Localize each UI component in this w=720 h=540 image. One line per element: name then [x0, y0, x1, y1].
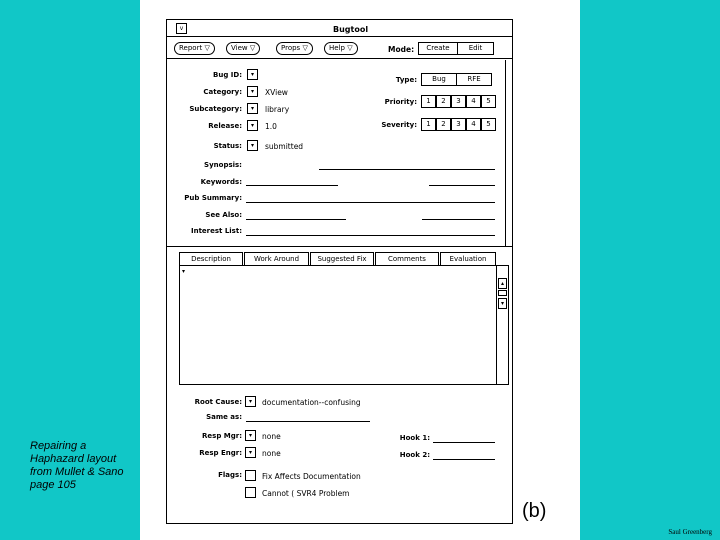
bug-id-menu[interactable]: ▾ [247, 69, 258, 80]
resp-engr-value: none [262, 449, 281, 458]
window-title: Bugtool [333, 25, 369, 34]
view-menu-button[interactable] [226, 42, 260, 55]
toolbar-divider [167, 58, 512, 59]
flag-fix-affects-docs-label: Fix Affects Documentation [262, 472, 361, 481]
flag-fix-affects-docs-checkbox[interactable] [245, 470, 256, 481]
bugtool-window [166, 19, 513, 524]
tab-comments[interactable]: Comments [375, 252, 439, 265]
help-menu-button[interactable] [324, 42, 358, 55]
category-label: Category: [203, 88, 242, 96]
pub-summary-field[interactable] [246, 202, 495, 203]
chevron-down-icon: ▽ [249, 44, 256, 52]
status-menu[interactable]: ▾ [247, 140, 258, 151]
report-label: Report [179, 44, 203, 52]
root-cause-value: documentation--confusing [262, 398, 361, 407]
chevron-down-icon: ▽ [347, 44, 353, 52]
priority-1-button[interactable]: 1 [421, 95, 436, 108]
bug-id-label: Bug ID: [213, 71, 242, 79]
interest-list-label: Interest List: [190, 227, 242, 235]
description-textarea[interactable] [179, 265, 509, 385]
resp-mgr-label: Resp Mgr: [202, 432, 242, 440]
flag-svr4-label: Cannot ( SVR4 Problem [262, 489, 350, 498]
figure-label: (b) [522, 500, 547, 522]
flag-svr4-checkbox[interactable] [245, 487, 256, 498]
upper-pane-divider [167, 246, 512, 247]
props-menu-button[interactable] [276, 42, 313, 55]
title-divider [167, 36, 512, 37]
type-label: Type: [395, 76, 417, 84]
tab-work-around[interactable]: Work Around [244, 252, 309, 265]
interest-list-field[interactable] [246, 235, 495, 236]
subcategory-menu[interactable]: ▾ [247, 103, 258, 114]
release-menu[interactable]: ▾ [247, 120, 258, 131]
status-value: submitted [265, 142, 304, 151]
resp-engr-label: Resp Engr: [199, 449, 242, 457]
tab-description[interactable]: Description [179, 252, 243, 266]
keywords-field-extra[interactable] [429, 185, 495, 186]
tab-evaluation[interactable]: Evaluation [440, 252, 496, 265]
root-cause-menu[interactable]: ▾ [245, 396, 256, 407]
root-cause-label: Root Cause: [194, 398, 242, 406]
hook1-field[interactable] [433, 442, 495, 443]
priority-3-button[interactable]: 3 [451, 95, 466, 108]
flags-label: Flags: [218, 471, 242, 479]
status-label: Status: [213, 142, 242, 150]
resp-engr-menu[interactable]: ▾ [245, 447, 256, 458]
synopsis-field[interactable] [319, 169, 495, 170]
subcategory-label: Subcategory: [189, 105, 242, 113]
see-also-field[interactable] [246, 219, 346, 220]
text-caret-icon: ▾ [182, 268, 186, 275]
see-also-field-extra[interactable] [422, 219, 495, 220]
window-menu-button[interactable] [176, 23, 187, 34]
same-as-label: Same as: [206, 413, 242, 421]
synopsis-label: Synopsis: [204, 161, 242, 169]
scroll-up-button[interactable]: ▴ [498, 278, 507, 289]
type-rfe-button[interactable]: RFE [456, 73, 492, 86]
help-label: Help [329, 44, 345, 52]
same-as-field[interactable] [246, 421, 370, 422]
window-menu-glyph: v [179, 25, 184, 32]
see-also-label: See Also: [205, 211, 242, 219]
type-bug-button[interactable]: Bug [421, 73, 457, 86]
release-value: 1.0 [265, 122, 277, 131]
severity-label: Severity: [381, 121, 417, 129]
severity-2-button[interactable]: 2 [436, 118, 451, 131]
priority-4-button[interactable]: 4 [466, 95, 481, 108]
resp-mgr-menu[interactable]: ▾ [245, 430, 256, 441]
scrollbar-track[interactable] [496, 266, 497, 384]
resp-mgr-value: none [262, 432, 281, 441]
severity-4-button[interactable]: 4 [466, 118, 481, 131]
pub-summary-label: Pub Summary: [184, 194, 242, 202]
scroll-thumb[interactable] [498, 290, 507, 296]
chevron-down-icon: ▽ [204, 44, 210, 52]
view-label: View [231, 44, 248, 52]
scroll-down-button[interactable]: ▾ [498, 298, 507, 309]
upper-pane-border [505, 60, 506, 246]
keywords-field[interactable] [246, 185, 338, 186]
hook2-field[interactable] [433, 459, 495, 460]
priority-label: Priority: [384, 98, 417, 106]
priority-2-button[interactable]: 2 [436, 95, 451, 108]
priority-5-button[interactable]: 5 [481, 95, 496, 108]
props-label: Props [281, 44, 301, 52]
severity-3-button[interactable]: 3 [451, 118, 466, 131]
report-menu-button[interactable] [174, 42, 215, 55]
mode-create-button[interactable]: Create [418, 42, 458, 55]
chevron-down-icon: ▽ [302, 44, 308, 52]
category-menu[interactable]: ▾ [247, 86, 258, 97]
release-label: Release: [208, 122, 242, 130]
keywords-label: Keywords: [200, 178, 242, 186]
mode-edit-button[interactable]: Edit [457, 42, 494, 55]
mode-label: Mode: [388, 45, 415, 54]
slide-caption: Repairing a Haphazard layout from Mullet & Sano page 105 [30, 440, 124, 491]
credit-text: Saul Greenberg [668, 528, 712, 536]
subcategory-value: library [265, 105, 290, 114]
hook2-label: Hook 2: [399, 451, 430, 459]
severity-5-button[interactable]: 5 [481, 118, 496, 131]
severity-1-button[interactable]: 1 [421, 118, 436, 131]
category-value: XView [265, 88, 288, 97]
tab-suggested-fix[interactable]: Suggested Fix [310, 252, 374, 265]
hook1-label: Hook 1: [399, 434, 430, 442]
